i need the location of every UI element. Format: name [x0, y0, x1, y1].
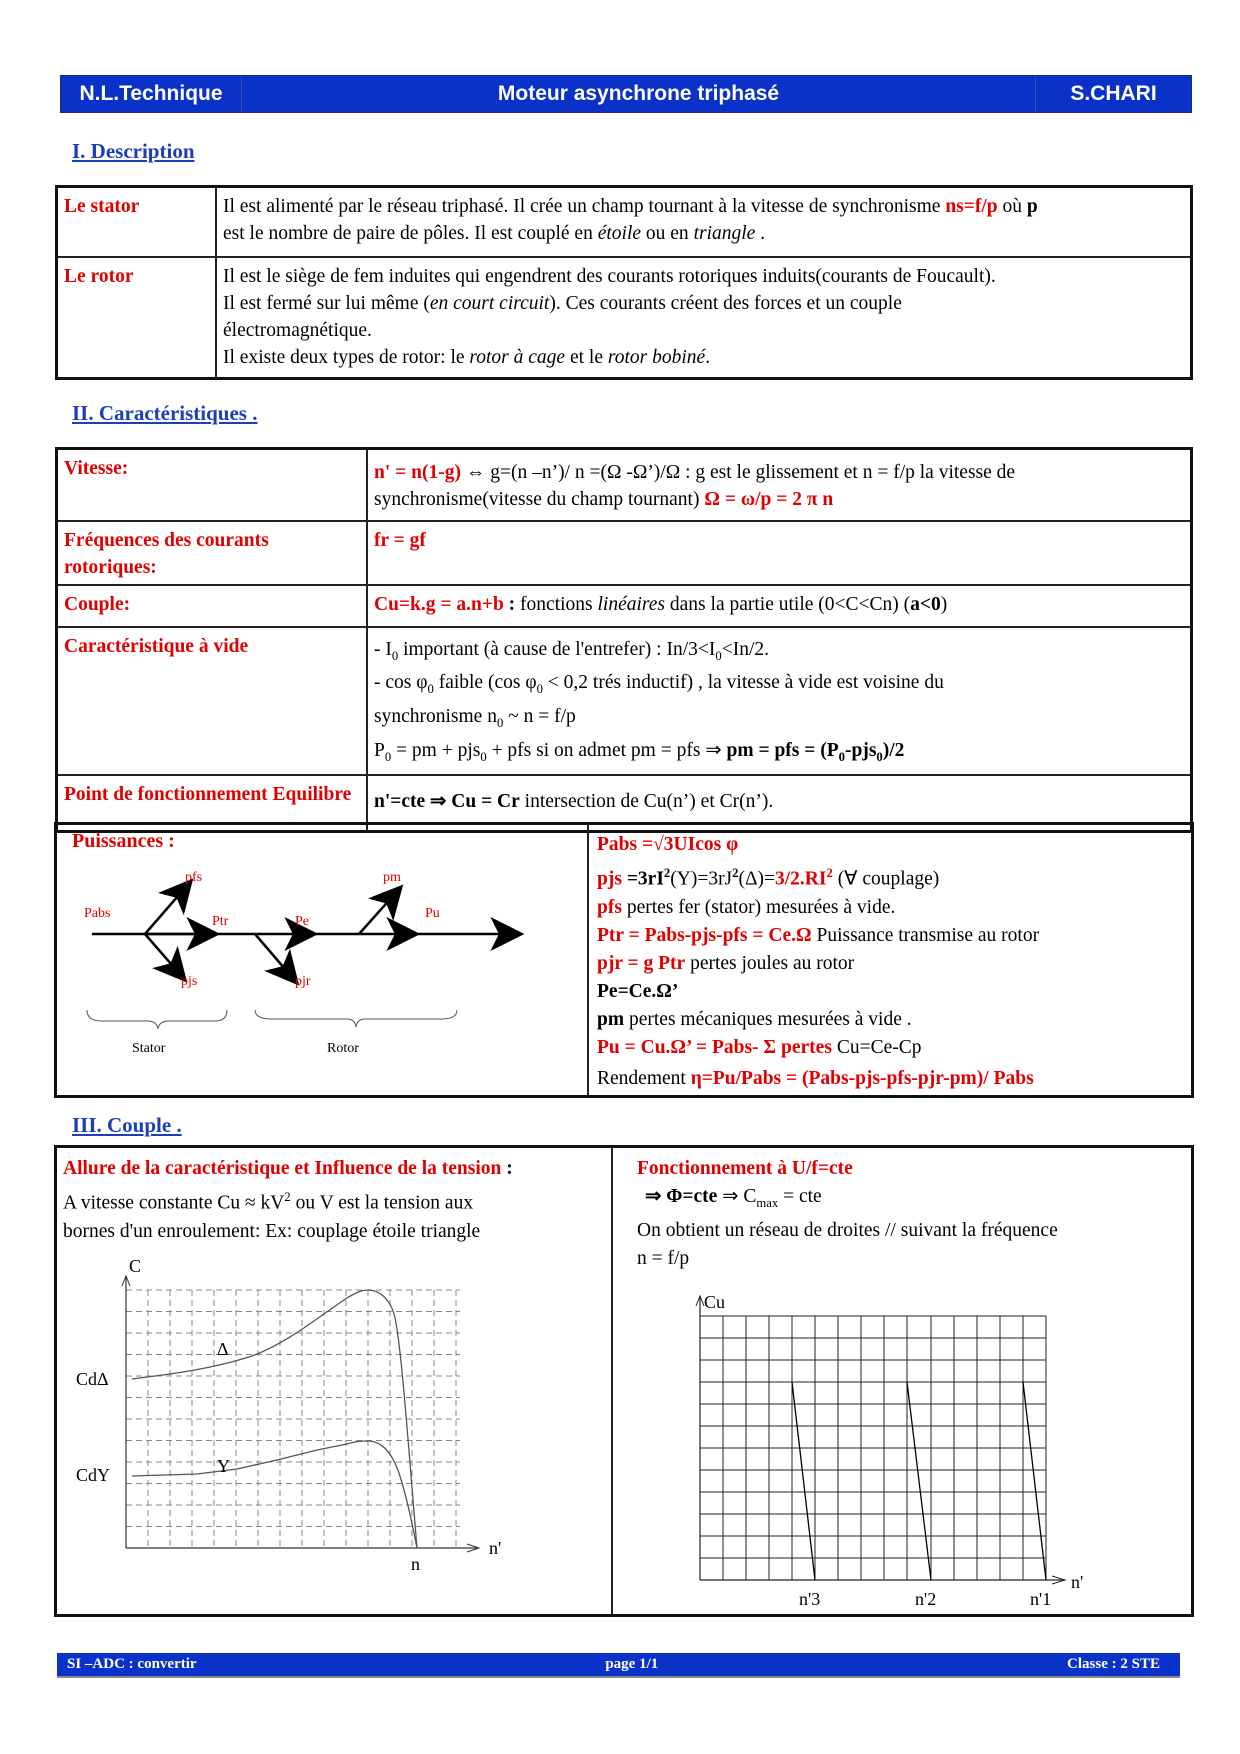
description-table: [55, 185, 1193, 380]
point-text: n'=cte ⇒ Cu = Cr intersection de Cu(n’) et Cr(n’).: [367, 775, 1192, 831]
chart1-delta-label: Δ: [217, 1339, 229, 1359]
header-author: S.CHARI: [1070, 82, 1157, 105]
puissances-title: Puissances :: [72, 830, 175, 852]
point-label: Point de fonctionnement Equilibre: [57, 775, 368, 831]
label-pabs: Pabs: [84, 906, 111, 921]
label-pe: Pe: [295, 914, 309, 929]
section-couple-title: III. Couple .: [72, 1113, 182, 1137]
characteristics-table: [55, 447, 1193, 833]
header-bar: [60, 75, 1192, 113]
couple-label: Couple:: [57, 585, 368, 627]
chart1-y-label: Y: [217, 1456, 230, 1476]
label-pjr: pjr: [295, 974, 311, 989]
chart2-xlabel: n': [1071, 1572, 1084, 1592]
footer-left: SI –ADC : convertir: [67, 1656, 197, 1672]
uf-constant-chart: [647, 1268, 1197, 1613]
chart1-tick-cdy: CdY: [76, 1465, 111, 1485]
vide-text: - $I_0$ important (à cause de l'entrefer) : $In/3<I_0<In/2$. - $\cos \varphi_0$ faible (cos $\varphi_0 < 0,2$ trés inductif) , la vitesse à vide est voisine du synchronisme $n_0$ ~ n = f/p $P_0$ = pm + pjs$_0$ + pfs si on admet pm = pfs ⇒ pm = pfs = $(P_0-pjs_0)/2$: [367, 627, 1192, 776]
section-description-title: I. Description: [72, 139, 195, 163]
header-left: N.L.Technique: [61, 76, 242, 112]
couple-box: [54, 1145, 1194, 1617]
power-formulas: Pabs =√3UIcos φ pjs $=3rI^2(Y)=3rJ^2(\Delta)=3/2.RI^2$ (∀ couplage) pfs pertes fer (stator) mesurées à vide. Ptr = Pabs-pjs-pfs = Ce.Ω Puissance transmise au rotor pjr = g Ptr pertes joules au rotor Pe=Ce.Ω’ pm pertes mécaniques mesurées à vide . Pu = Cu.Ω’ = Pabs- Σ pertes Cu=Ce-Cp Rendement η=Pu/Pabs = (Pabs-pjs-pfs-pjr-pm)/ Pabs: [597, 834, 1040, 1089]
chart1-xlabel: n': [489, 1538, 502, 1558]
chart2-ylabel: Cu: [704, 1292, 726, 1312]
label-pu: Pu: [425, 906, 440, 921]
couple-text: Cu=k.g = a.n+b : fonctions linéaires dans la partie utile (0<C<Cn) (a<0): [367, 585, 1192, 627]
chart1-ylabel: C: [129, 1256, 142, 1276]
page-title: Moteur asynchrone triphasé: [242, 76, 1036, 112]
label-pjs: pjs: [181, 974, 198, 989]
label-rotor: Rotor: [327, 1041, 359, 1056]
stator-text: Il est alimenté par le réseau triphasé. Il crée un champ tournant à la vitesse de synchronisme ns=f/p où p est le nombre de paire de pôles. Il est couplé en étoile ou en triangle .: [216, 187, 1192, 257]
torque-speed-chart: [57, 1248, 607, 1588]
chart2-tick-n1: n'1: [1030, 1589, 1052, 1609]
power-flow-diagram: [57, 825, 587, 1095]
label-ptr: Ptr: [212, 914, 229, 929]
couple-right-text: Fonctionnement à U/f=cte ⇒ Φ=cte ⇒ $C_{max}$ = cte On obtient un réseau de droites // suivant la fréquence n = f/p: [637, 1158, 1058, 1269]
chart2-tick-n2: n'2: [915, 1589, 937, 1609]
vitesse-label: Vitesse:: [57, 449, 368, 521]
label-stator: Stator: [132, 1041, 166, 1056]
stator-label: Le stator: [57, 187, 217, 257]
label-pm: pm: [383, 870, 401, 885]
chart1-tick-cddelta: CdΔ: [76, 1369, 109, 1389]
vide-label: Caractéristique à vide: [57, 627, 368, 776]
section-characteristics-title: II. Caractéristiques .: [72, 401, 258, 425]
label-pfs: pfs: [185, 870, 203, 885]
footer-bar: [57, 1653, 1180, 1678]
vitesse-text: n' = n(1-g) ⇔ g=(n –n’)/ n =(Ω -Ω’)/Ω : g est le glissement et n = f/p la vitesse de synchronisme(vitesse du champ tournant) Ω = ω/p = 2 π n: [367, 449, 1192, 521]
frequences-label: Fréquences des courants rotoriques:: [57, 521, 368, 585]
footer-page: page 1/1: [605, 1656, 659, 1672]
chart1-n-label: n: [411, 1554, 420, 1574]
footer-class: Classe : 2 STE: [1067, 1656, 1160, 1672]
puissances-box: [54, 822, 1194, 1098]
frequences-formula: fr = gf: [367, 521, 1192, 585]
couple-left-text: Allure de la caractéristique et Influence de la tension : A vitesse constante $Cu \approx kV^2$ ou V est la tension aux bornes d'un enroulement: Ex: couplage étoile triangle: [63, 1158, 513, 1242]
chart2-tick-n3: n'3: [799, 1589, 821, 1609]
rotor-text: Il est le siège de fem induites qui engendrent des courants rotoriques induits(courants de Foucault). Il est fermé sur lui même (en court circuit). Ces courants créent des forces et un couple électromagnétique. Il existe deux types de rotor: le rotor à cage et le rotor bobiné.: [216, 257, 1192, 379]
rotor-label: Le rotor: [57, 257, 217, 379]
